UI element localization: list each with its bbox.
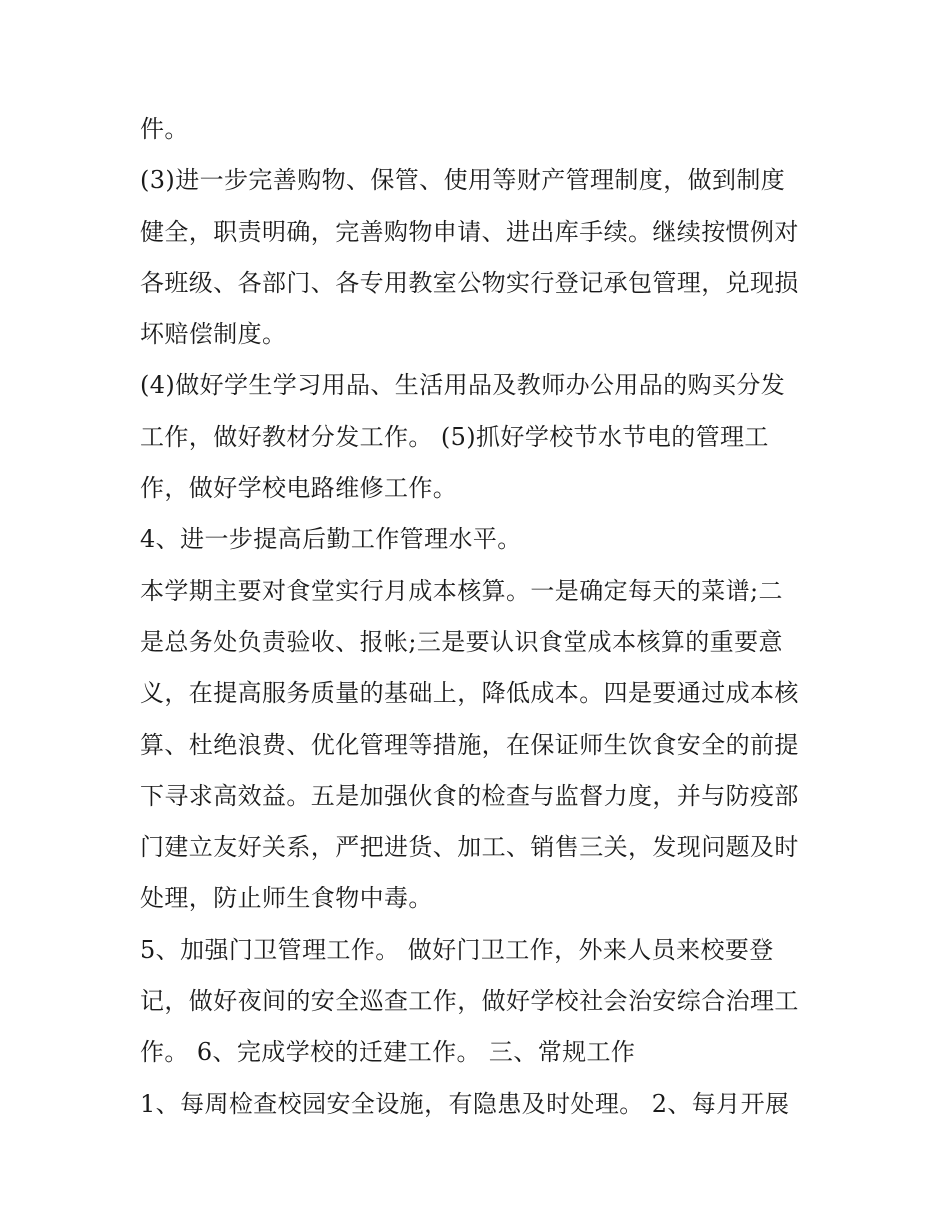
text-line: 记，做好夜间的安全巡查工作，做好学校社会治安综合治理工 xyxy=(140,987,799,1016)
document-body xyxy=(140,104,830,1130)
text-line: 健全，职责明确，完善购物申请、进出库手续。继续按惯例对 xyxy=(140,217,799,246)
text-line: 5、加强门卫管理工作。 做好门卫工作，外来人员来校要登 xyxy=(140,935,774,964)
text-line: 是总务处负责验收、报帐;三是要认识食堂成本核算的重要意 xyxy=(140,627,783,656)
text-line: 件。 xyxy=(140,115,189,143)
text-line: 本学期主要对食堂实行月成本核算。一是确定每天的菜谱;二 xyxy=(140,576,783,605)
text-line: 门建立友好关系，严把进货、加工、销售三关，发现问题及时 xyxy=(140,833,799,862)
text-line: (4)做好学生学习用品、生活用品及教师办公用品的购买分发 xyxy=(140,371,786,400)
text-line: 各班级、各部门、各专用教室公物实行登记承包管理，兑现损 xyxy=(140,268,799,297)
text-line: 下寻求高效益。五是加强伙食的检查与监督力度，并与防疫部 xyxy=(140,781,799,810)
text-line: 作。 6、完成学校的迁建工作。 三、常规工作 xyxy=(140,1038,636,1067)
text-line: 1、每周检查校园安全设施，有隐患及时处理。 2、每月开展 xyxy=(140,1089,790,1118)
text-line: 算、杜绝浪费、优化管理等措施，在保证师生饮食安全的前提 xyxy=(140,730,799,759)
text-line: 4、进一步提高后勤工作管理水平。 xyxy=(140,525,522,554)
text-line: 处理，防止师生食物中毒。 xyxy=(140,884,433,913)
text-line: (3)进一步完善购物、保管、使用等财产管理制度，做到制度 xyxy=(140,166,786,195)
text-line: 义，在提高服务质量的基础上，降低成本。四是要通过成本核 xyxy=(140,679,799,708)
text-line: 作，做好学校电路维修工作。 xyxy=(140,474,458,503)
text-line: 工作，做好教材分发工作。 (5)抓好学校节水节电的管理工 xyxy=(140,422,769,451)
text-line: 坏赔偿制度。 xyxy=(140,320,287,349)
